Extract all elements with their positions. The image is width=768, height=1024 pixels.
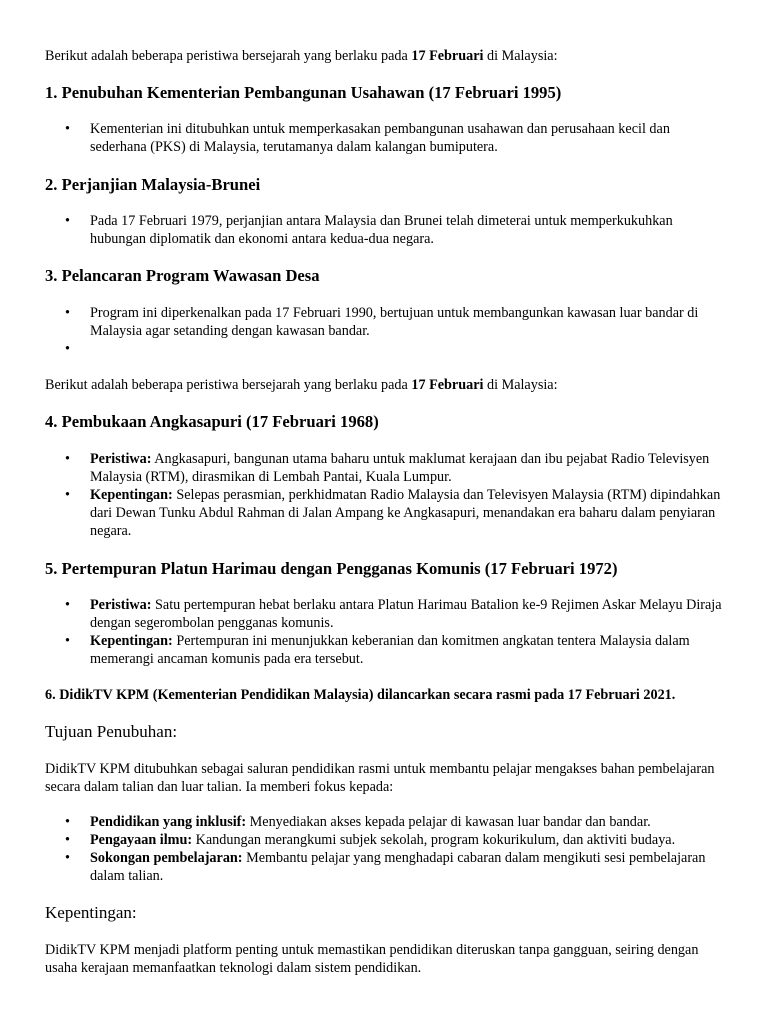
list-item: • Pada 17 Februari 1979, perjanjian antara Malaysia dan Brunei telah dimeterai untuk memperkukuhkan hubungan diplomatik dan ekonomi antara kedua-dua negara. [65,213,673,247]
tujuan-paragraph: DidikTV KPM ditubuhkan sebagai saluran pendidikan rasmi untuk membantu pelajar mengakses bahan pembelajaran secara dalam talian dan luar talian. Ia memberi fokus kepada: [45,761,715,795]
list-item: • Peristiwa: Angkasapuri, bangunan utama baharu untuk maklumat kerajaan dan ibu pejabat Radio Televisyen Malaysia (RTM), dirasmikan di Lembah Pantai, Kuala Lumpur. [65,451,710,485]
list-item: • Kepentingan: Selepas perasmian, perkhidmatan Radio Malaysia dan Televisyen Malaysia (RTM) dipindahkan dari Dewan Tunku Abdul Rahman di Jalan Ampang ke Angkasapuri, menandakan era baharu dalam penyiaran negara. [65,487,721,539]
list-item-empty: • [65,341,70,357]
section-6-heading: 6. DidikTV KPM (Kementerian Pendidikan Malaysia) dilancarkan secara rasmi pada 17 Februari 2021. [45,687,676,703]
list-item: • Peristiwa: Satu pertempuran hebat berlaku antara Platun Harimau Batalion ke-9 Rejimen Askar Melayu Diraja dengan segerombolan pengganas komunis. [65,597,722,631]
section-1-heading: 1. Penubuhan Kementerian Pembangunan Usahawan (17 Februari 1995) [45,83,562,102]
intro-paragraph-1: Berikut adalah beberapa peristiwa bersejarah yang berlaku pada 17 Februari di Malaysia: [45,48,558,64]
list-item: • Pengayaan ilmu: Kandungan merangkumi subjek sekolah, program kokurikulum, dan aktiviti budaya. [65,832,676,848]
section-2-list [45,212,725,248]
list-item: • Sokongan pembelajaran: Membantu pelajar yang menghadapi cabaran dalam mengikuti sesi pembelajaran dalam talian. [65,850,706,884]
list-item: • Pendidikan yang inklusif: Menyediakan akses kepada pelajar di kawasan luar bandar dan bandar. [65,814,651,830]
section-3-list [45,304,725,358]
list-item: • Kementerian ini ditubuhkan untuk memperkasakan pembangunan usahawan dan perusahaan kecil dan sederhana (PKS) di Malaysia, terutamanya dalam kalangan bumiputera. [65,121,670,155]
section-2-heading: 2. Perjanjian Malaysia-Brunei [45,175,261,194]
list-item: • Program ini diperkenalkan pada 17 Februari 1990, bertujuan untuk membangunkan kawasan luar bandar di Malaysia agar setanding dengan kawasan bandar. [65,305,699,339]
list-item: • Kepentingan: Pertempuran ini menunjukkan keberanian dan komitmen angkatan tentera Malaysia dalam memerangi ancaman komunis pada era tersebut. [65,633,690,667]
section-4-heading: 4. Pembukaan Angkasapuri (17 Februari 1968) [45,412,379,431]
section-5-heading: 5. Pertempuran Platun Harimau dengan Pengganas Komunis (17 Februari 1972) [45,559,618,578]
section-1-list [45,120,725,156]
tujuan-heading: Tujuan Penubuhan: [45,722,178,741]
tujuan-list [45,813,725,885]
intro-paragraph-2: Berikut adalah beberapa peristiwa bersejarah yang berlaku pada 17 Februari di Malaysia: [45,377,558,393]
kepentingan-paragraph: DidikTV KPM menjadi platform penting untuk memastikan pendidikan diteruskan tanpa gangguan, seiring dengan usaha kerajaan memanfaatkan teknologi dalam sistem pendidikan. [45,942,699,976]
section-4-list [45,450,725,540]
section-5-list [45,596,725,668]
kepentingan-heading: Kepentingan: [45,903,137,922]
section-3-heading: 3. Pelancaran Program Wawasan Desa [45,266,320,285]
